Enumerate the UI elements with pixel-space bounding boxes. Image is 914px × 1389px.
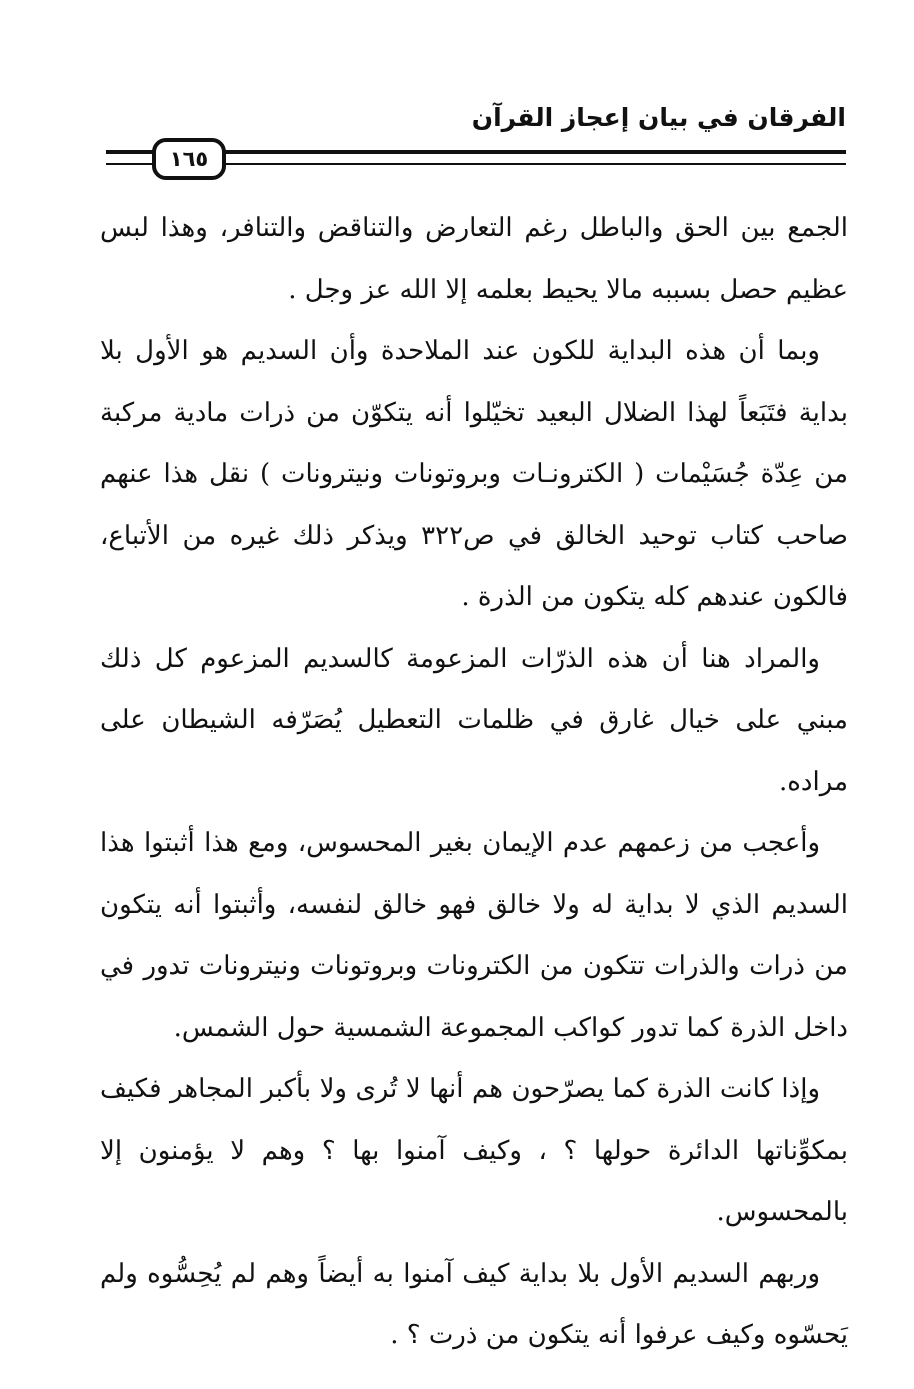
paragraph: وبما أن هذه البداية للكون عند الملاحدة وأن السديم هو الأول بلا بداية فتَبَعاً لهذا الضلال البعيد تخيّلوا أنه يتكوّن من ذرات مادية مركبة من عِدّة جُسَيْمات ( الكترونـات وبروتونات ونيترونات ) نقل هذا عنهم صاحب كتاب توحيد الخالق في ص٣٢٢ ويذكر ذلك غيره من الأتباع، فالكون عندهم كله يتكون من الذرة .	[100, 336, 848, 612]
page-number: ١٦٥	[152, 138, 226, 180]
paragraph: وإذا كانت الذرة كما يصرّحون هم أنها لا تُرى ولا بأكبر المجاهر فكيف بمكوِّناتها الدائرة حولها ؟ ، وكيف آمنوا بها ؟ وهم لا يؤمنون إلا بالمحسوس.	[100, 1074, 848, 1227]
body-text	[100, 198, 848, 1367]
paragraph: وأعجب من زعمهم عدم الإيمان بغير المحسوس، ومع هذا أثبتوا هذا السديم الذي لا بداية له ولا خالق فهو خالق لنفسه، وأثبتوا أنه يتكون من ذرات والذرات تتكون من الكترونات وبروتونات ونيترونات تدور في داخل الذرة كما تدور كواكب المجموعة الشمسية حول الشمس.	[100, 828, 848, 1043]
paragraph: وربهم السديم الأول بلا بداية كيف آمنوا به أيضاً وهم لم يُحِسُّوه ولم يَحسّوه وكيف عرفوا أنه يتكون من ذرت ؟ .	[100, 1258, 848, 1350]
running-title: الفرقان في بيان إعجاز القرآن	[471, 103, 846, 132]
paragraph: والمراد هنا أن هذه الذرّات المزعومة كالسديم المزعوم كل ذلك مبني على خيال غارق في ظلمات التعطيل يُصَرّفه الشيطان على مراده.	[100, 643, 848, 797]
paragraph: الجمع بين الحق والباطل رغم التعارض والتناقض والتنافر، وهذا لبس عظيم حصل بسببه مالا يحيط بعلمه إلا الله عز وجل .	[100, 213, 848, 305]
